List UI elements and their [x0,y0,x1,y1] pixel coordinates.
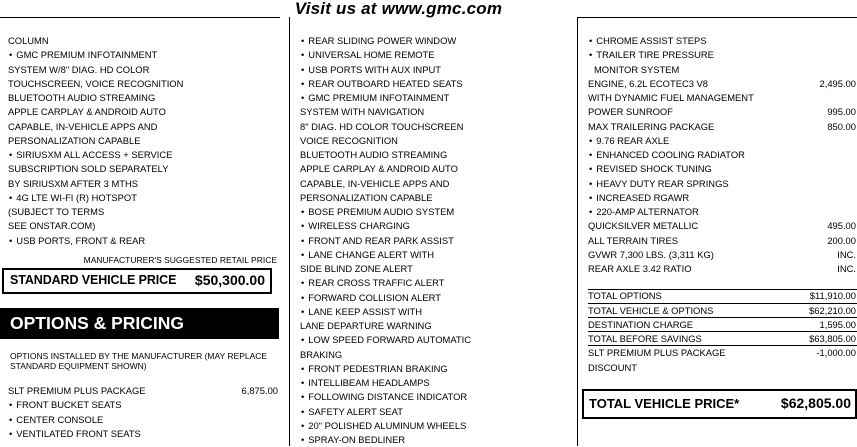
option-item-text: GVWR 7,300 LBS. (3,311 KG) [588,248,714,260]
equipment-item-text: SEE ONSTAR.COM) [8,220,96,232]
totals-label: SLT PREMIUM PLUS PACKAGE [588,347,726,359]
option-item-line [588,191,856,205]
equipment-item-text: USB PORTS WITH AUX INPUT [308,63,441,75]
equipment-item-text: (SUBJECT TO TERMS [8,206,105,217]
option-item-text: 220-AMP ALTERNATOR [596,206,699,217]
equipment-item-line [8,120,278,134]
equipment-item-text: LANE CHANGE ALERT WITH [308,248,435,260]
equipment-item-text: INTELLIBEAM HEADLAMPS [308,377,430,388]
option-item-text: MAX TRAILERING PACKAGE [588,120,715,132]
column-divider-2 [577,17,578,446]
option-item-line [588,77,856,91]
totals-amount: $11,910.00 [809,290,856,302]
standard-price-label: STANDARD VEHICLE PRICE [10,273,177,287]
option-item-line [588,219,856,233]
totals-label: TOTAL VEHICLE & OPTIONS [588,304,714,316]
totals-spacer [588,276,856,289]
totals-line [588,289,856,303]
equipment-item-line [300,91,575,105]
option-item-line [8,427,278,441]
standard-vehicle-price-box [2,268,272,294]
equipment-item-text: BLUETOOTH AUDIO STREAMING [8,92,156,103]
option-item-amount: INC. [837,248,856,260]
options-list [8,384,278,441]
option-item-line [588,262,856,276]
equipment-item-line [300,248,575,262]
option-item-amount: 850.00 [827,120,856,132]
website-link-text[interactable]: Visit us at www.gmc.com [294,0,503,18]
column-divider-1 [289,17,290,446]
totals-underline-5 [588,345,857,346]
equipment-item-text: APPLE CARPLAY & ANDROID AUTO [8,106,166,118]
equipment-item-text: BY SIRIUSXM AFTER 3 MTHS [8,177,139,189]
equipment-item-text: SIRIUSXM ALL ACCESS + SERVICE [16,149,173,160]
equipment-item-text: WIRELESS CHARGING [308,220,410,232]
equipment-item-line [300,319,575,333]
option-item-line [588,234,856,248]
option-item-line [588,34,856,48]
equipment-item-line [300,390,575,404]
equipment-item-line [8,48,278,62]
option-item-text: TRAILER TIRE PRESSURE [596,49,714,61]
option-item-line [588,148,856,162]
equipment-item-text: UNIVERSAL HOME REMOTE [308,49,435,61]
equipment-item-line [8,234,278,248]
equipment-item-text: VOICE RECOGNITION [300,134,398,146]
option-item-text: POWER SUNROOF [588,106,673,118]
option-item-amount: 200.00 [827,234,856,246]
option-item-line [588,177,856,191]
equipment-item-line [300,419,575,433]
equipment-item-line [300,405,575,419]
options-note: OPTIONS INSTALLED BY THE MANUFACTURER (MAY REPLACE STANDARD EQUIPMENT SHOWN) [10,351,268,371]
option-item-text: ALL TERRAIN TIRES [588,234,678,246]
equipment-item-line [300,105,575,119]
option-item-amount: INC. [837,263,856,274]
equipment-item-text: REAR CROSS TRAFFIC ALERT [308,277,445,289]
equipment-item-text: SUBSCRIPTION SOLD SEPARATELY [8,163,169,175]
equipment-item-text: GMC PREMIUM INFOTAINMENT [16,49,158,61]
equipment-item-text: BLUETOOTH AUDIO STREAMING [300,149,448,160]
equipment-item-line [300,348,575,362]
equipment-item-line [300,291,575,305]
standard-price-value: $50,300.00 [194,272,265,288]
option-item-text: 9.76 REAR AXLE [596,134,670,146]
equipment-item-line [8,177,278,191]
option-item-amount: 995.00 [827,106,856,118]
equipment-item-line [300,191,575,205]
equipment-item-line [300,234,575,248]
equipment-item-line [300,362,575,376]
equipment-item-text: REAR OUTBOARD HEATED SEATS [308,77,463,89]
equipment-item-text: REAR SLIDING POWER WINDOW [308,35,457,46]
equipment-item-line [300,305,575,319]
equipment-item-text: CAPABLE, IN-VEHICLE APPS AND [8,120,158,132]
totals-line [588,318,856,332]
equipment-item-line [300,77,575,91]
equipment-item-line [300,177,575,191]
option-item-text: FRONT BUCKET SEATS [16,399,122,411]
equipment-item-line [300,262,575,276]
option-item-text: INCREASED RGAWR [596,191,690,203]
equipment-item-text: LANE DEPARTURE WARNING [300,320,432,331]
option-item-text: REAR AXLE 3.42 RATIO [588,263,692,274]
equipment-item-text: SYSTEM WITH NAVIGATION [300,106,425,118]
equipment-item-text: FRONT PEDESTRIAN BRAKING [308,362,448,374]
option-item-line [8,398,278,412]
option-item-text: CHROME ASSIST STEPS [596,35,707,46]
equipment-item-line [300,148,575,162]
equipment-item-text: BOSE PREMIUM AUDIO SYSTEM [308,206,455,217]
option-item-line [588,91,856,105]
option-item-line [588,105,856,119]
option-item-line [588,134,856,148]
equipment-item-text: USB PORTS, FRONT & REAR [16,234,146,246]
equipment-item-text: FRONT AND REAR PARK ASSIST [308,234,454,246]
option-item-text: HEAVY DUTY REAR SPRINGS [596,177,729,189]
standard-equipment-column-1 [8,34,278,248]
option-item-text: REVISED SHOCK TUNING [596,163,712,175]
equipment-item-text: COLUMN [8,35,49,46]
option-item-text: ENHANCED COOLING RADIATOR [596,149,745,160]
option-item-text: CENTER CONSOLE [16,413,104,425]
equipment-item-line [300,162,575,176]
equipment-item-line [300,205,575,219]
site-banner [0,0,857,17]
option-item-amount: 6,875.00 [241,385,278,396]
equipment-item-line [8,77,278,91]
equipment-item-text: 8" DIAG. HD COLOR TOUCHSCREEN [300,120,464,132]
totals-amount: $63,805.00 [809,333,856,344]
equipment-item-text: CAPABLE, IN-VEHICLE APPS AND [300,177,450,189]
equipment-item-line [300,120,575,134]
equipment-item-line [300,34,575,48]
equipment-item-text: PERSONALIZATION CAPABLE [300,191,433,203]
totals-amount: $62,210.00 [809,304,856,316]
top-rule-left [0,17,280,18]
totals-label: DESTINATION CHARGE [588,318,694,330]
option-item-text: QUICKSILVER METALLIC [588,220,699,232]
total-price-label: TOTAL VEHICLE PRICE* [589,396,740,411]
option-item-amount: 2,495.00 [819,77,856,89]
options-pricing-banner: OPTIONS & PRICING [0,308,279,339]
equipment-item-text: LOW SPEED FORWARD AUTOMATIC [308,334,471,346]
equipment-item-line [8,105,278,119]
equipment-item-text: FOLLOWING DISTANCE INDICATOR [308,391,468,403]
option-item-line [588,120,856,134]
equipment-item-line [300,433,575,447]
option-item-text: ENGINE, 6.2L ECOTEC3 V8 [588,77,709,89]
equipment-item-text: 20" POLISHED ALUMINUM WHEELS [308,419,467,431]
equipment-item-line [8,219,278,233]
totals-amount: -1,000.00 [816,347,856,359]
totals-underline-2 [588,303,857,304]
totals-label: TOTAL OPTIONS [588,290,662,302]
equipment-item-text: SAFETY ALERT SEAT [308,405,403,417]
equipment-item-line [8,134,278,148]
option-item-line [588,48,856,62]
option-item-line [588,205,856,219]
totals-label: DISCOUNT [588,361,637,373]
totals-label: TOTAL BEFORE SAVINGS [588,333,702,344]
msrp-caption: MANUFACTURER'S SUGGESTED RETAIL PRICE [83,255,277,265]
equipment-item-line [8,191,278,205]
equipment-item-line [8,148,278,162]
equipment-item-text: 4G LTE WI-FI (R) HOTSPOT [16,191,137,203]
option-item-amount: 495.00 [827,220,856,232]
equipment-item-line [300,134,575,148]
equipment-item-text: TOUCHSCREEN, VOICE RECOGNITION [8,77,184,89]
equipment-item-text: SYSTEM W/8" DIAG. HD COLOR [8,63,150,75]
totals-underline-3 [588,317,857,318]
equipment-item-text: SPRAY-ON BEDLINER [308,434,406,445]
equipment-item-line [8,63,278,77]
total-vehicle-price-box [582,389,857,419]
top-rule-right [577,17,857,18]
equipment-item-text: BRAKING [300,348,343,360]
option-item-text: SLT PREMIUM PLUS PACKAGE [8,385,146,396]
equipment-item-line [8,162,278,176]
equipment-item-line [8,91,278,105]
totals-underline-4 [588,331,857,332]
equipment-item-line [300,219,575,233]
equipment-item-line [300,333,575,347]
equipment-item-text: GMC PREMIUM INFOTAINMENT [308,92,450,103]
equipment-item-line [8,205,278,219]
totals-line [588,361,856,375]
equipment-item-line [300,48,575,62]
option-item-line [8,384,278,398]
option-item-line [8,413,278,427]
option-item-text: WITH DYNAMIC FUEL MANAGEMENT [588,92,754,103]
options-column-3 [588,34,856,375]
option-item-line [588,248,856,262]
equipment-item-text: PERSONALIZATION CAPABLE [8,134,141,146]
equipment-item-line [300,63,575,77]
totals-amount: 1,595.00 [819,318,856,330]
totals-line [588,346,856,360]
equipment-item-text: FORWARD COLLISION ALERT [308,291,441,303]
equipment-item-line [8,34,278,48]
option-item-text: VENTILATED FRONT SEATS [16,427,141,439]
equipment-item-text: LANE KEEP ASSIST WITH [308,305,423,317]
equipment-item-line [300,276,575,290]
option-item-line [588,63,856,77]
equipment-item-text: APPLE CARPLAY & ANDROID AUTO [300,163,458,175]
option-item-line [588,162,856,176]
option-item-text: MONITOR SYSTEM [594,63,680,75]
totals-underline-1 [588,289,857,290]
total-price-value: $62,805.00 [780,395,851,411]
totals-line [588,304,856,318]
equipment-item-text: SIDE BLIND ZONE ALERT [300,263,413,274]
standard-equipment-column-2 [300,34,575,447]
equipment-item-line [300,376,575,390]
